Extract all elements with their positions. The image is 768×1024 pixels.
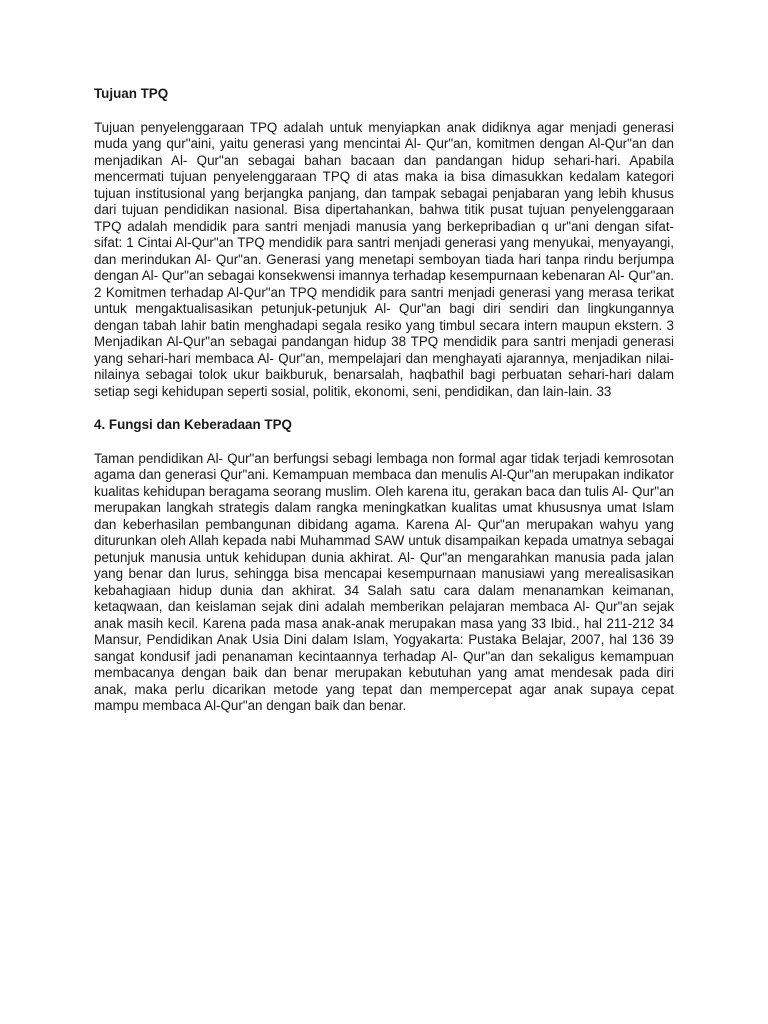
section-paragraph-tujuan-tpq: Tujuan penyelenggaraan TPQ adalah untuk menyiapkan anak didiknya agar menjadi generasi muda yang qur"aini, yaitu generasi yang mencintai Al- Qur"an, komitmen dengan Al-Qur"an dan menjadikan Al- Qur"an sebagai bahan bacaan dan pandangan hidup sehari-hari. Apabila mencermati tujuan penyelenggaraan TPQ di atas maka ia bisa dimasukkan kedalam kategori tujuan institusional yang berjangka panjang, dan tampak sebagai penjabaran yang lebih khusus dari tujuan pendidikan nasional. Bisa dipertahankan, bahwa titik pusat tujuan penyelenggaraan TPQ adalah mendidik para santri menjadi manusia yang berkepribadian q ur"ani dengan sifat-sifat: 1 Cintai Al-Qur"an TPQ mendidik para santri menjadi generasi yang menyukai, menyayangi, dan merindukan Al- Qur"an. Generasi yang menetapi semboyan tiada hari tanpa rindu berjumpa dengan Al- Qur"an sebagai konsekwensi imannya terhadap kesempurnaan kebenaran Al- Qur"an. 2 Komitmen terhadap Al-Qur"an TPQ mendidik para santri menjadi generasi yang merasa terikat untuk mengaktualisasikan petunjuk-petunjuk Al- Qur"an bagi diri sendiri dan lingkungannya dengan tabah lahir batin menghadapi segala resiko yang timbul secara intern maupun ekstern. 3 Menjadikan Al-Qur"an sebagai pandangan hidup 38 TPQ mendidik para santri menjadi generasi yang sehari-hari membaca Al- Qur"an, mempelajari dan menghayati ajarannya, menjadikan nilai-nilainya sebagai tolok ukur baikburuk, benarsalah, haqbathil bagi perbuatan sehari-hari dalam setiap segi kehidupan seperti sosial, politik, ekonomi, seni, pendidikan, dan lain-lain. 33 [94, 119, 674, 399]
section-heading-tujuan-tpq: Tujuan TPQ [94, 86, 169, 101]
document-body [94, 86, 674, 715]
section-heading-fungsi-keberadaan: 4. Fungsi dan Keberadaan TPQ [94, 417, 292, 432]
section-paragraph-fungsi-keberadaan: Taman pendidikan Al- Qur"an berfungsi sebagi lembaga non formal agar tidak terjadi kemrosotan agama dan generasi Qur"ani. Kemampuan membaca dan menulis Al-Qur"an merupakan indikator kualitas kehidupan beragama seorang muslim. Oleh karena itu, gerakan baca dan tulis Al- Qur"an merupakan langkah strategis dalam rangka meningkatkan kualitas umat khususnya umat Islam dan keberhasilan pembangunan dibidang agama. Karena Al- Qur"an merupakan wahyu yang diturunkan oleh Allah kepada nabi Muhammad SAW untuk disampaikan kepada umatnya sebagai petunjuk manusia untuk kehidupan dunia akhirat. Al- Qur"an mengarahkan manusia pada jalan yang benar dan lurus, sehingga bisa mencapai kesempurnaan manusiawi yang merealisasikan kebahagiaan hidup dunia dan akhirat. 34 Salah satu cara dalam menanamkan keimanan, ketaqwaan, dan keislaman sejak dini adalah memberikan pelajaran membaca Al- Qur"an sejak anak masih kecil. Karena pada masa anak-anak merupakan masa yang 33 Ibid., hal 211-212 34 Mansur, Pendidikan Anak Usia Dini dalam Islam, Yogyakarta: Pustaka Belajar, 2007, hal 136 39 sangat kondusif jadi penanaman kecintaannya terhadap Al- Qur"an dan sekaligus kemampuan membacanya dengan baik dan benar merupakan kebutuhan yang amat mendesak pada diri anak, maka perlu dicarikan metode yang tepat dan mempercepat agar anak supaya cepat mampu membaca Al-Qur"an dengan baik dan benar. [94, 450, 674, 713]
